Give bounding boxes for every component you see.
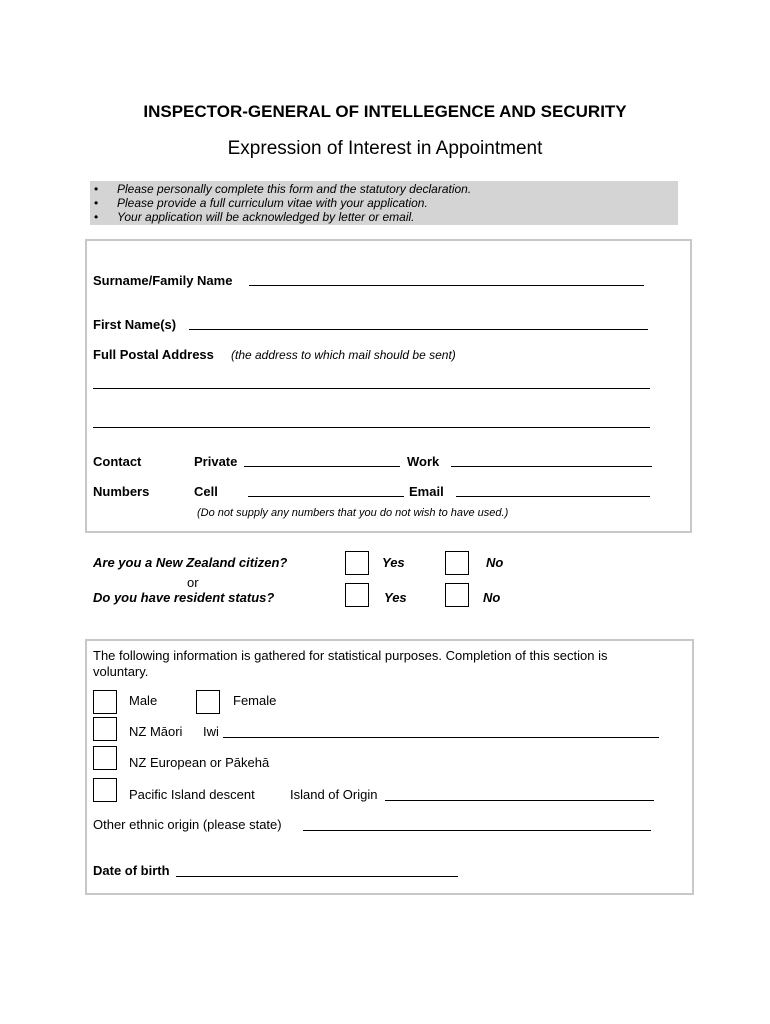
instruction-text: Please personally complete this form and the statutory declaration. bbox=[117, 182, 472, 196]
instruction-text: Your application will be acknowledged by letter or email. bbox=[117, 210, 415, 224]
instructions-panel bbox=[90, 181, 678, 225]
private-phone-label: Private bbox=[194, 454, 238, 469]
postal-address-line-2[interactable] bbox=[93, 427, 650, 428]
postal-address-line-1[interactable] bbox=[93, 388, 650, 389]
instruction-text: Please provide a full curriculum vitae with your application. bbox=[117, 196, 428, 210]
email-field[interactable] bbox=[456, 496, 650, 497]
numbers-label: Numbers bbox=[93, 484, 150, 499]
form-subtitle: Expression of Interest in Appointment bbox=[227, 138, 543, 159]
postal-address-hint: (the address to which mail should be sent) bbox=[231, 348, 456, 362]
citizen-no-checkbox[interactable] bbox=[445, 551, 469, 575]
citizen-yes-label: Yes bbox=[382, 555, 405, 570]
statistical-intro: The following information is gathered for statistical purposes. Completion of this section is bbox=[93, 648, 608, 663]
first-name-label: First Name(s) bbox=[93, 317, 177, 332]
private-phone-field[interactable] bbox=[244, 466, 400, 467]
numbers-note: (Do not supply any numbers that you do not wish to have used.) bbox=[197, 507, 509, 519]
resident-no-label: No bbox=[483, 590, 501, 605]
email-label: Email bbox=[409, 484, 444, 499]
work-phone-label: Work bbox=[407, 454, 440, 469]
male-label: Male bbox=[129, 693, 158, 708]
work-phone-field[interactable] bbox=[451, 466, 652, 467]
female-label: Female bbox=[233, 693, 277, 708]
bullet-icon: • bbox=[94, 210, 99, 224]
other-origin-field[interactable] bbox=[303, 830, 651, 831]
pacific-island-label: Pacific Island descent bbox=[129, 787, 255, 802]
surname-label: Surname/Family Name bbox=[93, 273, 233, 288]
surname-field[interactable] bbox=[249, 285, 644, 286]
female-checkbox[interactable] bbox=[196, 690, 220, 714]
resident-yes-checkbox[interactable] bbox=[345, 583, 369, 607]
other-origin-label: Other ethnic origin (please state) bbox=[93, 817, 282, 832]
resident-no-checkbox[interactable] bbox=[445, 583, 469, 607]
resident-yes-label: Yes bbox=[384, 590, 407, 605]
first-name-field[interactable] bbox=[189, 329, 648, 330]
nz-european-label: NZ European or Pākehā bbox=[129, 755, 270, 770]
island-origin-label: Island of Origin bbox=[290, 787, 378, 802]
postal-address-label: Full Postal Address bbox=[93, 347, 214, 362]
resident-question: Do you have resident status? bbox=[93, 590, 275, 605]
nz-european-checkbox[interactable] bbox=[93, 746, 117, 770]
form-title: INSPECTOR-GENERAL OF INTELLEGENCE AND SECURITY bbox=[143, 102, 627, 121]
pacific-island-checkbox[interactable] bbox=[93, 778, 117, 802]
cell-phone-field[interactable] bbox=[248, 496, 404, 497]
citizen-question: Are you a New Zealand citizen? bbox=[93, 555, 288, 570]
nz-maori-checkbox[interactable] bbox=[93, 717, 117, 741]
citizen-no-label: No bbox=[486, 555, 504, 570]
dob-field[interactable] bbox=[176, 876, 458, 877]
male-checkbox[interactable] bbox=[93, 690, 117, 714]
statistical-intro-cont: voluntary. bbox=[93, 664, 149, 679]
citizen-yes-checkbox[interactable] bbox=[345, 551, 369, 575]
bullet-icon: • bbox=[94, 182, 99, 196]
iwi-field[interactable] bbox=[223, 737, 659, 738]
or-label: or bbox=[187, 575, 199, 590]
contact-label: Contact bbox=[93, 454, 142, 469]
bullet-icon: • bbox=[94, 196, 99, 210]
dob-label: Date of birth bbox=[93, 863, 170, 878]
iwi-label: Iwi bbox=[203, 724, 219, 739]
island-origin-field[interactable] bbox=[385, 800, 654, 801]
nz-maori-label: NZ Māori bbox=[129, 724, 183, 739]
cell-phone-label: Cell bbox=[194, 484, 218, 499]
